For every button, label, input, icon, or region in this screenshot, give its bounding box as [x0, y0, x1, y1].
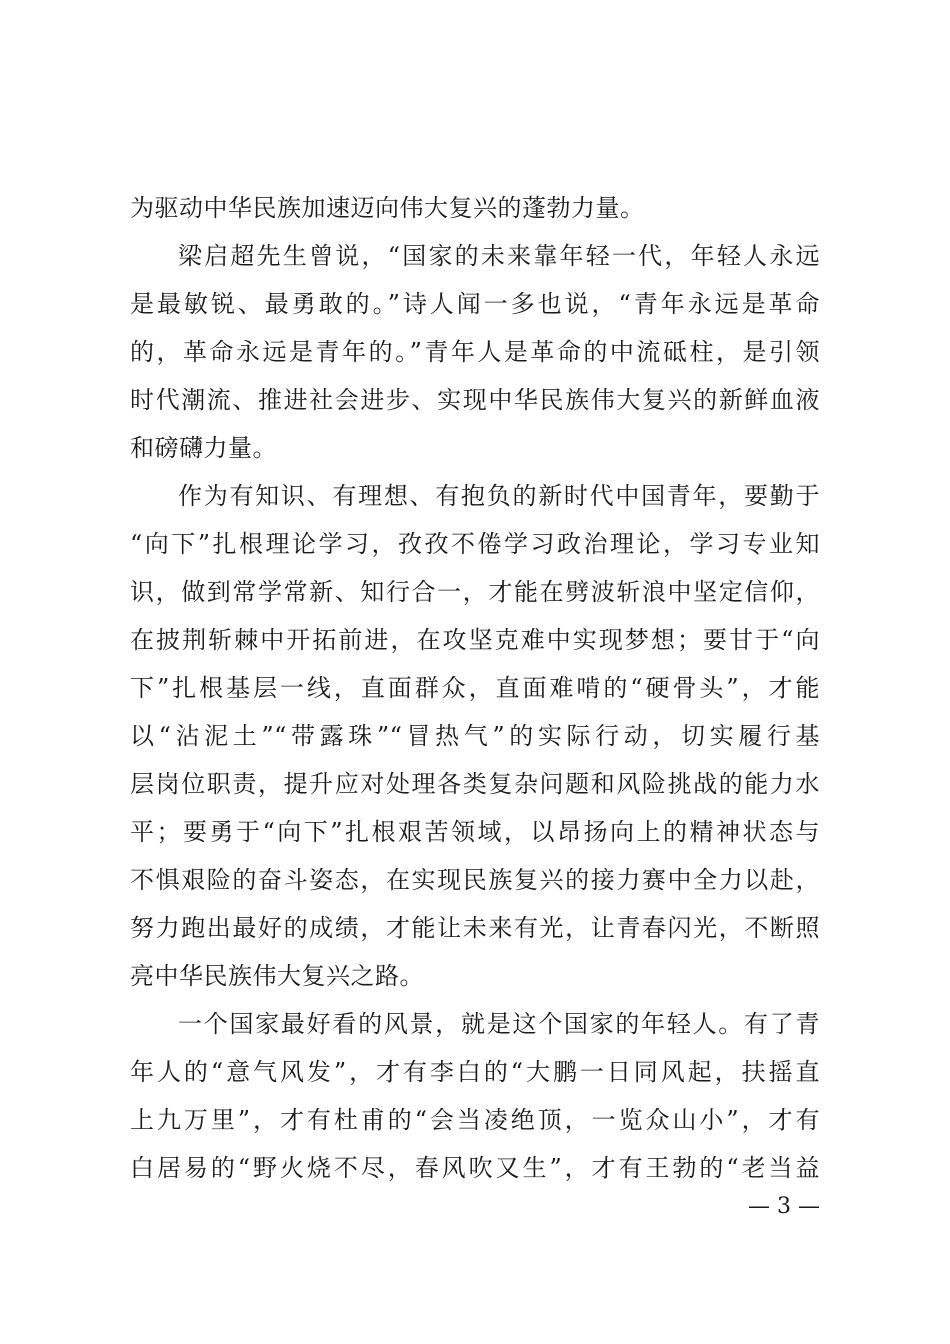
- text-line: 以“沾泥土”“带露珠”“冒热气”的实际行动，切实履行基: [130, 722, 820, 750]
- text-line: 层岗位职责，提升应对处理各类复杂问题和风险挑战的能力水: [130, 770, 820, 798]
- text-line: 梁启超先生曾说，“国家的未来靠年轻一代，年轻人永远: [178, 242, 820, 270]
- text-line: 下”扎根基层一线，直面群众，直面难啃的“硬骨头”，才能: [130, 674, 820, 702]
- text-line: 的，革命永远是青年的。”青年人是革命的中流砥柱，是引领: [130, 338, 820, 366]
- text-line: 作为有知识、有理想、有抱负的新时代中国青年，要勤于: [178, 482, 820, 510]
- text-line: 和磅礴力量。: [130, 434, 277, 462]
- text-line: 年人的“意气风发”，才有李白的“大鹏一日同风起，扶摇直: [130, 1058, 820, 1086]
- text-line: 识，做到常学常新、知行合一，才能在劈波斩浪中坚定信仰，: [130, 578, 820, 606]
- text-line: 上九万里”，才有杜甫的“会当凌绝顶，一览众山小”，才有: [130, 1106, 820, 1134]
- text-line: 一个国家最好看的风景，就是这个国家的年轻人。有了青: [178, 1010, 820, 1038]
- page-number: — 3 —: [748, 1194, 820, 1219]
- text-line: 不惧艰险的奋斗姿态，在实现民族复兴的接力赛中全力以赴，: [130, 866, 820, 894]
- text-line: “向下”扎根理论学习，孜孜不倦学习政治理论，学习专业知: [130, 530, 820, 558]
- text-line: 在披荆斩棘中开拓前进，在攻坚克难中实现梦想；要甘于“向: [130, 626, 820, 654]
- text-line: 努力跑出最好的成绩，才能让未来有光，让青春闪光，不断照: [130, 914, 820, 942]
- text-line: 平；要勇于“向下”扎根艰苦领域，以昂扬向上的精神状态与: [130, 818, 820, 846]
- text-line: 亮中华民族伟大复兴之路。: [130, 962, 424, 990]
- text-line: 为驱动中华民族加速迈向伟大复兴的蓬勃力量。: [130, 194, 645, 222]
- text-line: 白居易的“野火烧不尽，春风吹又生”，才有王勃的“老当益: [130, 1154, 820, 1182]
- text-line: 是最敏锐、最勇敢的。”诗人闻一多也说，“青年永远是革命: [130, 290, 820, 318]
- text-line: 时代潮流、推进社会进步、实现中华民族伟大复兴的新鲜血液: [130, 386, 820, 414]
